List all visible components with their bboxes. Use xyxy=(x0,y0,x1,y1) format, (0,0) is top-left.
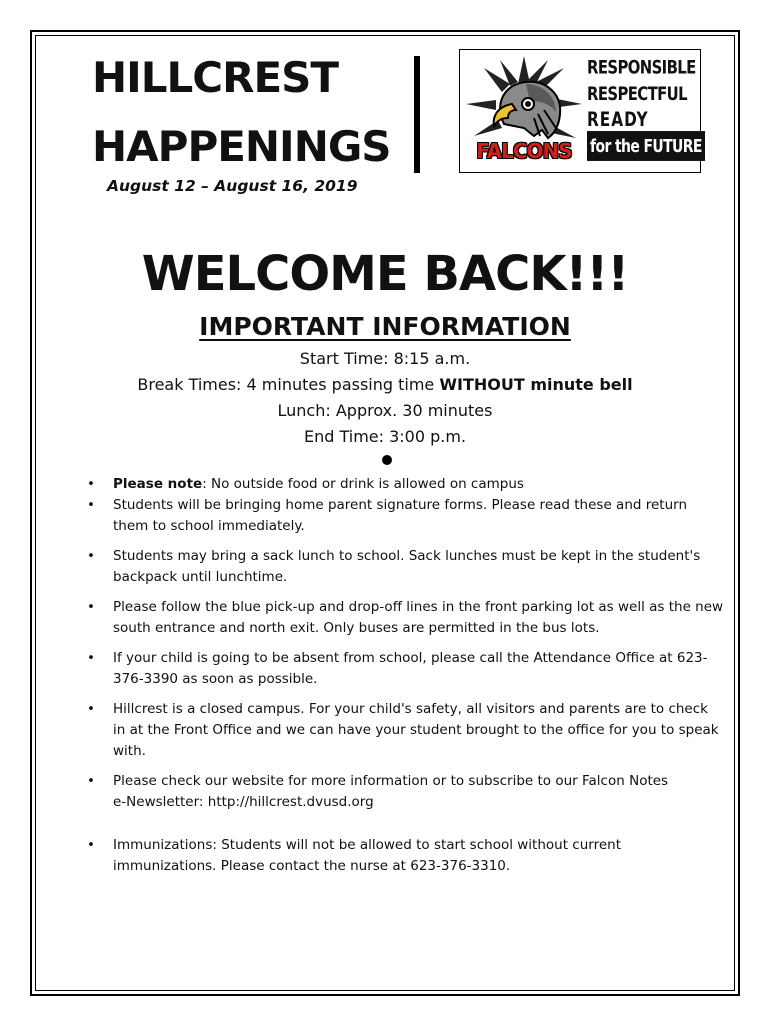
please-note-label: Please note xyxy=(113,476,203,492)
break-times-prefix: Break Times: xyxy=(137,375,247,394)
logo-falcons-text: FALCONS xyxy=(476,139,572,163)
website-line-2: e-Newsletter: http://hillcrest.dvusd.org xyxy=(113,794,374,810)
motto-line-4: for the FUTURE xyxy=(587,131,705,161)
info-bullet-list xyxy=(84,474,724,877)
separator-dot xyxy=(382,455,392,465)
list-item: • Students may bring a sack lunch to school. Sack lunches must be kept in the student's backpack until lunchtime. xyxy=(84,546,724,588)
title-hillcrest: HILLCREST xyxy=(92,53,339,102)
motto-line-1: RESPONSIBLE xyxy=(587,56,696,79)
break-times-bold: WITHOUT minute bell xyxy=(439,375,633,394)
lunch-time: Lunch: Approx. 30 minutes xyxy=(277,401,493,420)
list-item: • Hillcrest is a closed campus. For your child's safety, all visitors and parents are to check in at the Front Office and we can have your student brought to the office for you to speak with. xyxy=(84,699,724,762)
motto-line-2: RESPECTFUL xyxy=(587,82,687,105)
end-time: End Time: 3:00 p.m. xyxy=(303,427,467,446)
header-divider xyxy=(414,56,420,173)
motto-line-3: READY xyxy=(587,108,649,132)
list-item: • Immunizations: Students will not be allowed to start school without current immunizations. Please contact the nurse at 623-376-3310. xyxy=(84,835,724,877)
start-time: Start Time: 8:15 a.m. xyxy=(299,349,471,368)
please-note-text: : No outside food or drink is allowed on campus xyxy=(202,476,524,492)
title-happenings: HAPPENINGS xyxy=(92,122,391,171)
list-item: • If your child is going to be absent from school, please call the Attendance Office at 623-376-3390 as soon as possible. xyxy=(84,648,724,690)
break-times xyxy=(0,375,770,394)
break-times-middle: minutes passing time xyxy=(256,375,440,394)
logo-motto xyxy=(587,55,702,167)
break-times-minutes: 4 xyxy=(246,375,257,394)
website-line-1: Please check our website for more information or to subscribe to our Falcon Notes xyxy=(113,773,669,789)
list-item xyxy=(84,474,724,495)
welcome-heading: WELCOME BACK!!! xyxy=(141,246,629,302)
important-info-heading: IMPORTANT INFORMATION xyxy=(199,312,571,341)
list-item: • Please follow the blue pick-up and drop-off lines in the front parking lot as well as the new south entrance and north exit. Only buses are permitted in the bus lots. xyxy=(84,597,724,639)
falcons-logo xyxy=(459,49,701,173)
date-range: August 12 – August 16, 2019 xyxy=(107,177,358,195)
list-item xyxy=(84,771,724,813)
list-item: • Students will be bringing home parent signature forms. Please read these and return them to school immediately. xyxy=(84,495,724,537)
